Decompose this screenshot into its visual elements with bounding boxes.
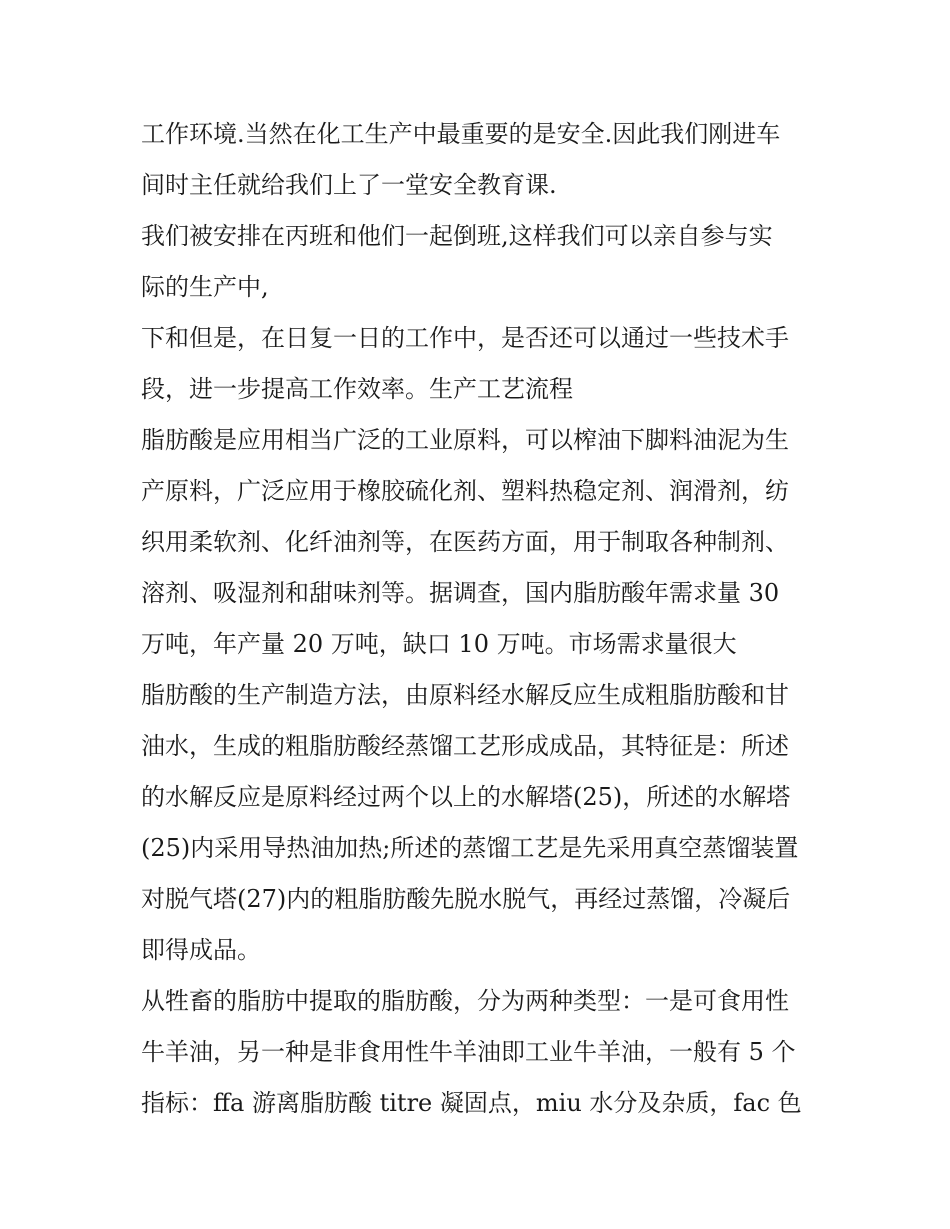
text-line: 工作环境.当然在化工生产中最重要的是安全.因此我们刚进车 [141,120,781,148]
text-line: 我们被安排在丙班和他们一起倒班,这样我们可以亲自参与实 [141,222,773,250]
text-line: 际的生产中, [141,273,269,301]
text-line: 下和但是，在日复一日的工作中，是否还可以通过一些技术手 [141,324,789,352]
text-line: 牛羊油，另一种是非食用性牛羊油即工业牛羊油，一般有 5 个 [141,1038,796,1066]
text-line: 脂肪酸的生产制造方法，由原料经水解反应生成粗脂肪酸和甘 [141,681,789,709]
text-line: 溶剂、吸湿剂和甜味剂等。据调查，国内脂肪酸年需求量 30 [141,579,780,607]
text-line: 油水，生成的粗脂肪酸经蒸馏工艺形成成品，其特征是：所述 [141,732,789,760]
text-line: 万吨，年产量 20 万吨，缺口 10 万吨。市场需求量很大 [141,630,737,658]
text-line: 的水解反应是原料经过两个以上的水解塔(25)，所述的水解塔 [141,783,791,811]
text-line: (25)内采用导热油加热;所述的蒸馏工艺是先采用真空蒸馏装置 [141,834,799,862]
text-line: 从牲畜的脂肪中提取的脂肪酸，分为两种类型：一是可食用性 [141,987,789,1015]
text-line: 即得成品。 [141,936,261,964]
document-body [141,109,816,1129]
text-line: 间时主任就给我们上了一堂安全教育课. [141,171,557,199]
text-line: 段，进一步提高工作效率。生产工艺流程 [141,375,573,403]
text-line: 指标：ffa 游离脂肪酸 titre 凝固点，miu 水分及杂质，fac 色 [141,1089,802,1117]
text-line: 脂肪酸是应用相当广泛的工业原料，可以榨油下脚料油泥为生 [141,426,789,454]
text-line: 对脱气塔(27)内的粗脂肪酸先脱水脱气，再经过蒸馏，冷凝后 [141,885,791,913]
text-line: 产原料，广泛应用于橡胶硫化剂、塑料热稳定剂、润滑剂，纺 [141,477,789,505]
text-line: 织用柔软剂、化纤油剂等，在医药方面，用于制取各种制剂、 [141,528,789,556]
